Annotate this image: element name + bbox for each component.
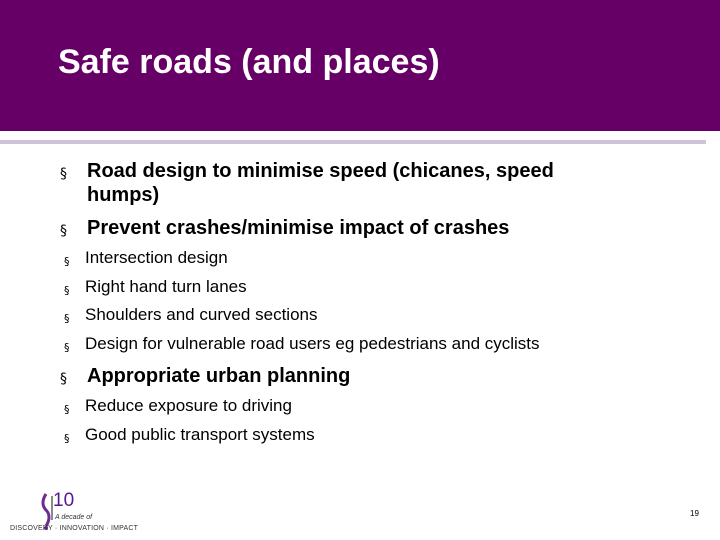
bullet-text: Reduce exposure to driving (85, 396, 292, 415)
logo-name: 10 (53, 490, 75, 511)
title-banner (0, 0, 720, 131)
bullet-marker: § (64, 403, 70, 416)
bullet-marker: § (60, 223, 67, 239)
bullet-text: Prevent crashes/minimise impact of crashes (87, 217, 510, 239)
bullet-text: Intersection design (85, 248, 228, 267)
bullet-marker: § (64, 255, 70, 268)
logo-subline: DISCOVERY · INNOVATION · IMPACT (10, 525, 139, 532)
bullet-text: Design for vulnerable road users eg pedestrians and cyclists (85, 334, 540, 353)
bullet-marker: § (60, 166, 67, 182)
header-divider (0, 140, 706, 144)
bullet-text: Right hand turn lanes (85, 277, 247, 296)
page-number: 19 (690, 509, 699, 518)
bullet-marker: § (64, 341, 70, 354)
slide-title: Safe roads (and places) (58, 43, 440, 81)
bullet-text: Shoulders and curved sections (85, 305, 318, 324)
bullet-text: humps) (87, 184, 160, 206)
bullet-marker: § (60, 371, 67, 387)
bullet-marker: § (64, 284, 70, 297)
bullet-marker: § (64, 432, 70, 445)
bullet-marker: § (64, 312, 70, 325)
bullet-text: Appropriate urban planning (87, 365, 351, 387)
bullet-text: Road design to minimise speed (chicanes, speed (87, 160, 554, 182)
bullet-text: Good public transport systems (85, 425, 315, 444)
logo-tagline: A decade of (55, 514, 93, 521)
